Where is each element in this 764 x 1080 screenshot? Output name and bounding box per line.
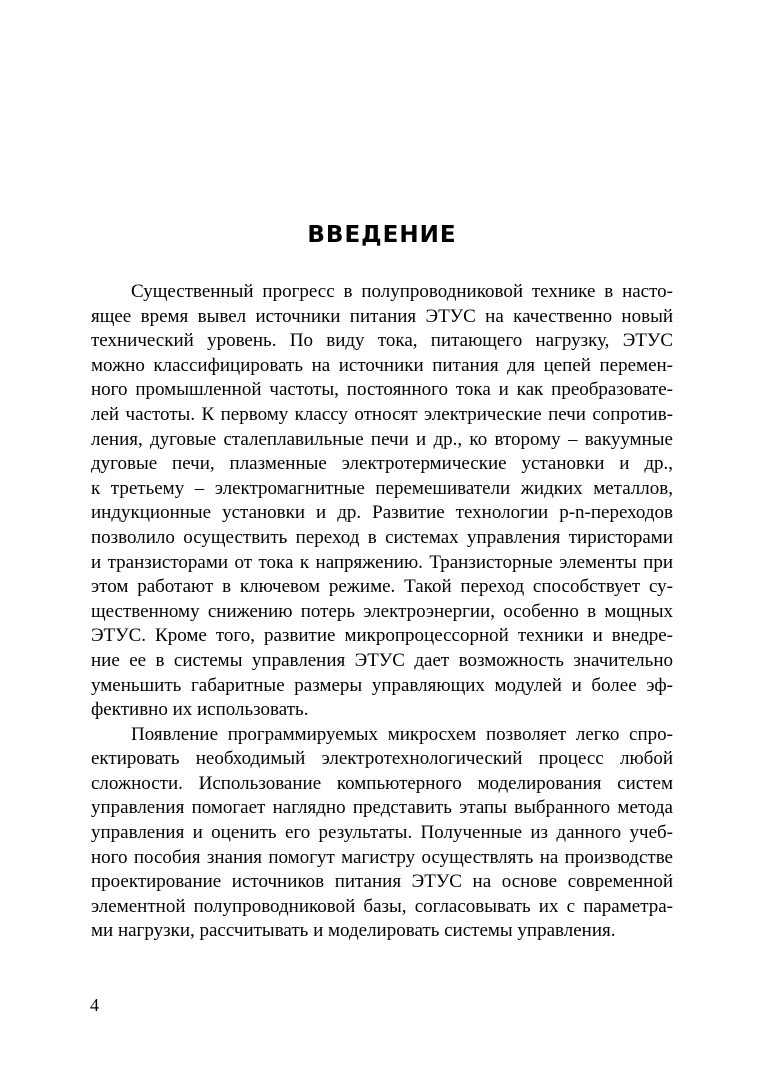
text-line: ние ее в системы управления ЭТУС дает возможность значительно [91,649,673,671]
document-body [91,280,673,944]
text-line: позволило осуществить переход в системах управления тиристорами [91,526,673,548]
page-title: ВВЕДЕНИЕ [307,222,457,248]
text-line: дуговые печи, плазменные электротермические установки и др., [91,453,673,475]
text-line: индукционные установки и др. Развитие технологии p-n-переходов [91,502,673,524]
text-line: управления и оценить его результаты. Полученные из данного учеб- [91,822,673,844]
text-line: ЭТУС. Кроме того, развитие микропроцессорной техники и внедре- [91,625,673,647]
text-line: элементной полупроводниковой базы, согласовывать их с параметра- [91,895,673,917]
text-line: ления, дуговые сталеплавильные печи и др., ко второму – вакуумные [91,428,673,450]
text-line: Появление программируемых микросхем позволяет легко спро- [131,723,673,745]
text-line: и транзисторами от тока к напряжению. Транзисторные элементы при [91,551,673,573]
text-line: ного промышленной частоты, постоянного тока и как преобразовате- [91,379,673,401]
text-line: управления помогает наглядно представить этапы выбранного метода [91,797,673,819]
text-line: к третьему – электромагнитные перемешиватели жидких металлов, [91,477,673,499]
text-line: этом работают в ключевом режиме. Такой переход способствует су- [91,576,673,598]
page-number: 4 [90,995,99,1015]
text-line: ектировать необходимый электротехнологический процесс любой [91,748,673,770]
text-line: технический уровень. По виду тока, питающего нагрузку, ЭТУС [91,330,673,352]
text-line: сложности. Использование компьютерного моделирования систем [91,772,673,794]
text-line: Существенный прогресс в полупроводниковой технике в насто- [131,281,673,302]
text-line: ного пособия знания помогут магистру осуществлять на производстве [91,846,673,868]
text-line: лей частоты. К первому классу относят электрические печи сопротив- [91,403,673,425]
text-line: ящее время вывел источники питания ЭТУС на качественно новый [91,305,673,327]
text-line: уменьшить габаритные размеры управляющих модулей и более эф- [91,674,673,696]
text-line: щественному снижению потерь электроэнергии, особенно в мощных [91,600,673,622]
text-line: проектирование источников питания ЭТУС на основе современной [91,871,673,893]
text-line: можно классифицировать на источники питания для цепей перемен- [91,354,673,376]
text-line: ми нагрузки, рассчитывать и моделировать системы управления. [91,920,616,942]
text-line: фективно их использовать. [91,699,309,721]
